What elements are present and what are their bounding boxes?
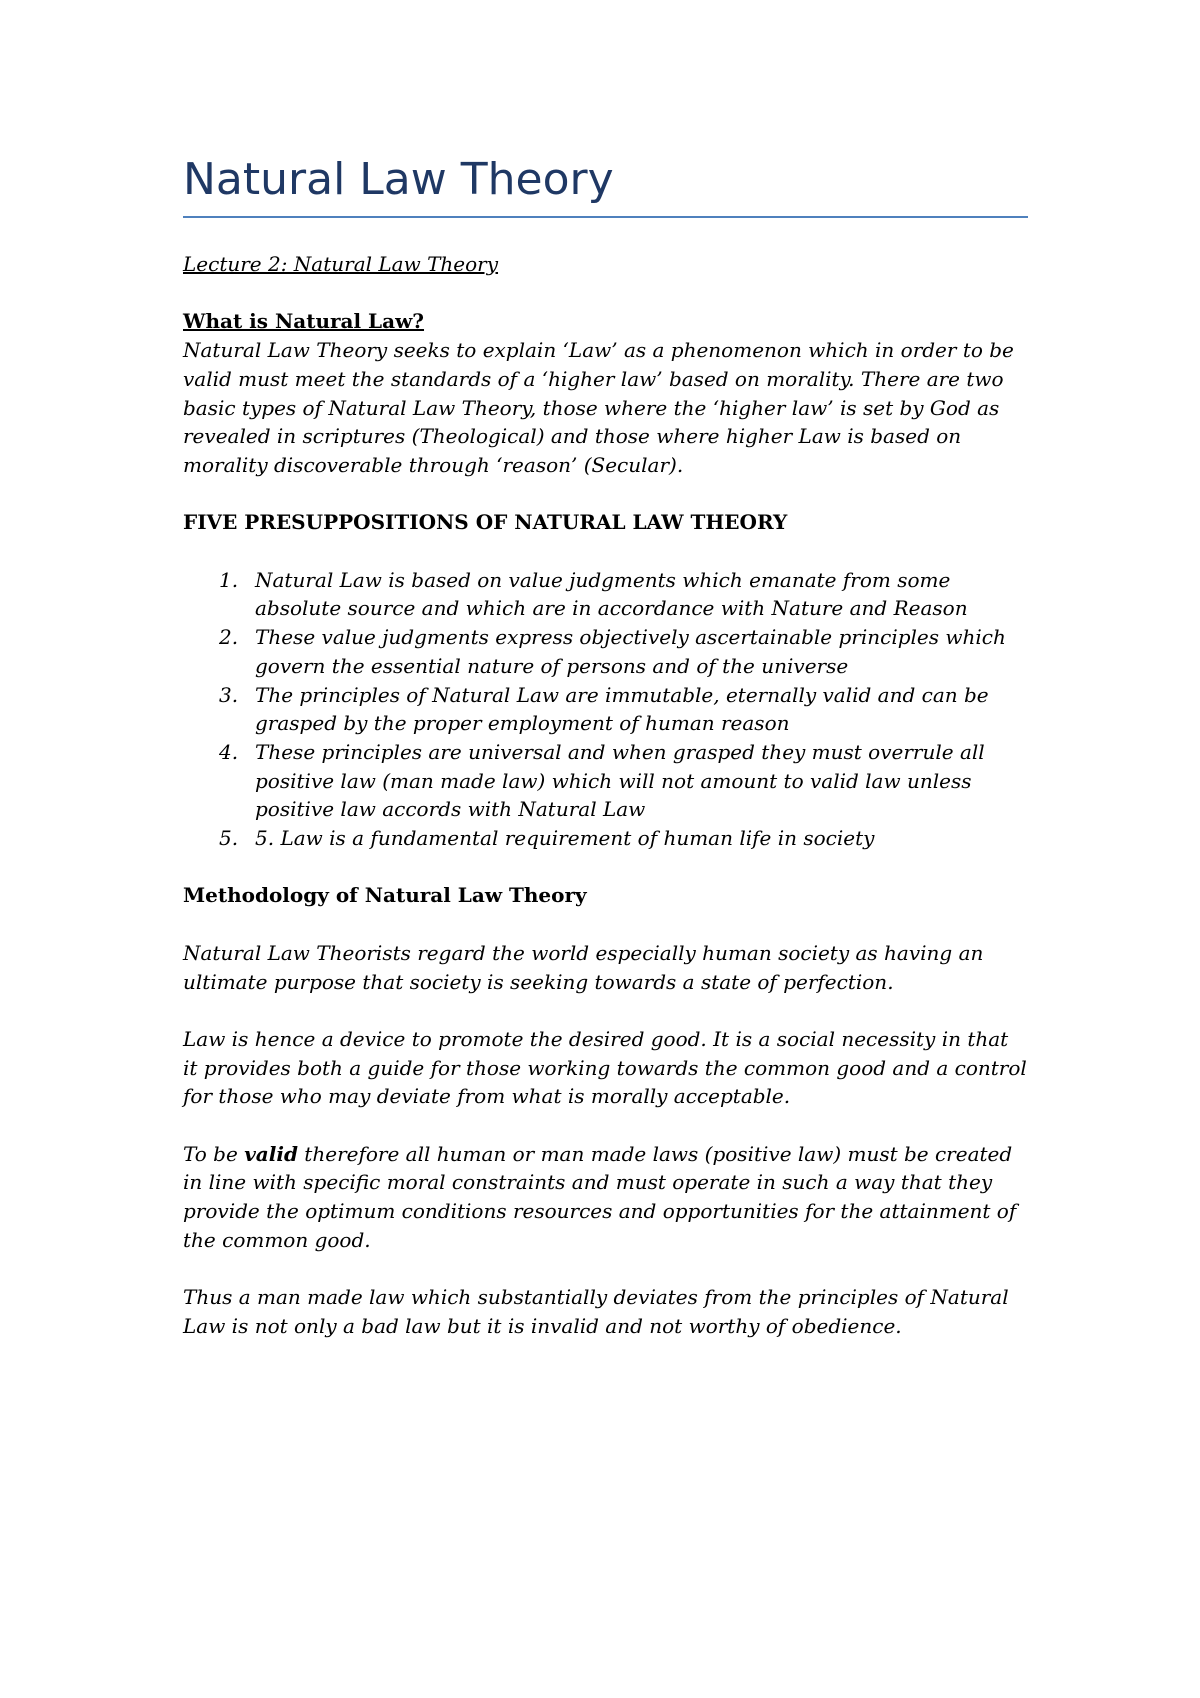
spacer bbox=[183, 537, 1028, 566]
list-number: 5. bbox=[219, 826, 239, 851]
spacer bbox=[183, 996, 1028, 1025]
list-number: 4. bbox=[219, 739, 239, 764]
page-title: Natural Law Theory bbox=[183, 154, 614, 205]
spacer bbox=[183, 1255, 1028, 1284]
spacer bbox=[183, 853, 1028, 882]
list-number: 3. bbox=[219, 682, 239, 707]
list-item-text: Natural Law is based on value judgments which emanate from some absolute source and which are in accordance with Nature and Reason bbox=[255, 567, 968, 621]
spacer bbox=[183, 279, 1028, 308]
list-item bbox=[219, 824, 1028, 853]
list-item-text: 5. Law is a fundamental requirement of human life in society bbox=[255, 826, 875, 851]
methodology-paragraph-3 bbox=[183, 1140, 1028, 1255]
methodology-paragraph-2: Law is hence a device to promote the desired good. It is a social necessity in that it provides both a guide for those working towards the common good and a control for those who may deviate from what is morally acceptable. bbox=[183, 1026, 1027, 1109]
list-item bbox=[219, 566, 1028, 623]
list-item-text: These principles are universal and when grasped they must overrule all positive law (man made law) which will not amount to valid law unless positive law accords with Natural Law bbox=[255, 739, 985, 822]
list-item bbox=[219, 738, 1028, 824]
list-item-text: These value judgments express objectively ascertainable principles which govern the essential nature of persons and of the universe bbox=[255, 625, 1006, 678]
paragraph-text: therefore all human or man made laws (positive law) must be created in line with specific moral constraints and must operate in such a way that they provide the optimum conditions resources and opportunities for the attainment of the common good. bbox=[183, 1141, 1017, 1252]
section-heading-five-presuppositions: FIVE PRESUPPOSITIONS OF NATURAL LAW THEORY bbox=[183, 510, 788, 535]
spacer bbox=[183, 480, 1028, 509]
list-item bbox=[219, 681, 1028, 738]
list-item bbox=[219, 623, 1028, 680]
section-paragraph-definition: Natural Law Theory seeks to explain ‘Law’ as a phenomenon which in order to be valid must meet the standards of a ‘higher law’ based on morality. There are two basic types of Natural Law Theory, those where the ‘higher law’ is set by God as revealed in scriptures (Theological) and those where higher Law is based on morality discoverable through ‘reason’ (Secular). bbox=[183, 338, 1014, 477]
document-body bbox=[183, 250, 1028, 1341]
paragraph-text: To be bbox=[183, 1141, 245, 1166]
spacer bbox=[183, 1111, 1028, 1140]
list-number: 1. bbox=[219, 567, 239, 592]
emphasis-valid: valid bbox=[244, 1141, 298, 1166]
list-item-text: The principles of Natural Law are immutable, eternally valid and can be grasped by the proper employment of human reason bbox=[255, 682, 989, 736]
spacer bbox=[183, 910, 1028, 939]
lecture-subtitle: Lecture 2: Natural Law Theory bbox=[183, 252, 499, 276]
methodology-paragraph-1: Natural Law Theorists regard the world especially human society as having an ultimate purpose that society is seeking towards a state of perfection. bbox=[183, 940, 984, 994]
methodology-paragraph-4: Thus a man made law which substantially deviates from the principles of Natural Law is not only a bad law but it is invalid and not worthy of obedience. bbox=[183, 1285, 1009, 1338]
section-heading-what-is-natural-law: What is Natural Law? bbox=[183, 309, 425, 334]
presuppositions-list bbox=[183, 566, 1028, 853]
section-heading-methodology: Methodology of Natural Law Theory bbox=[183, 883, 587, 908]
title-underline-rule bbox=[183, 216, 1028, 218]
list-number: 2. bbox=[219, 625, 239, 650]
